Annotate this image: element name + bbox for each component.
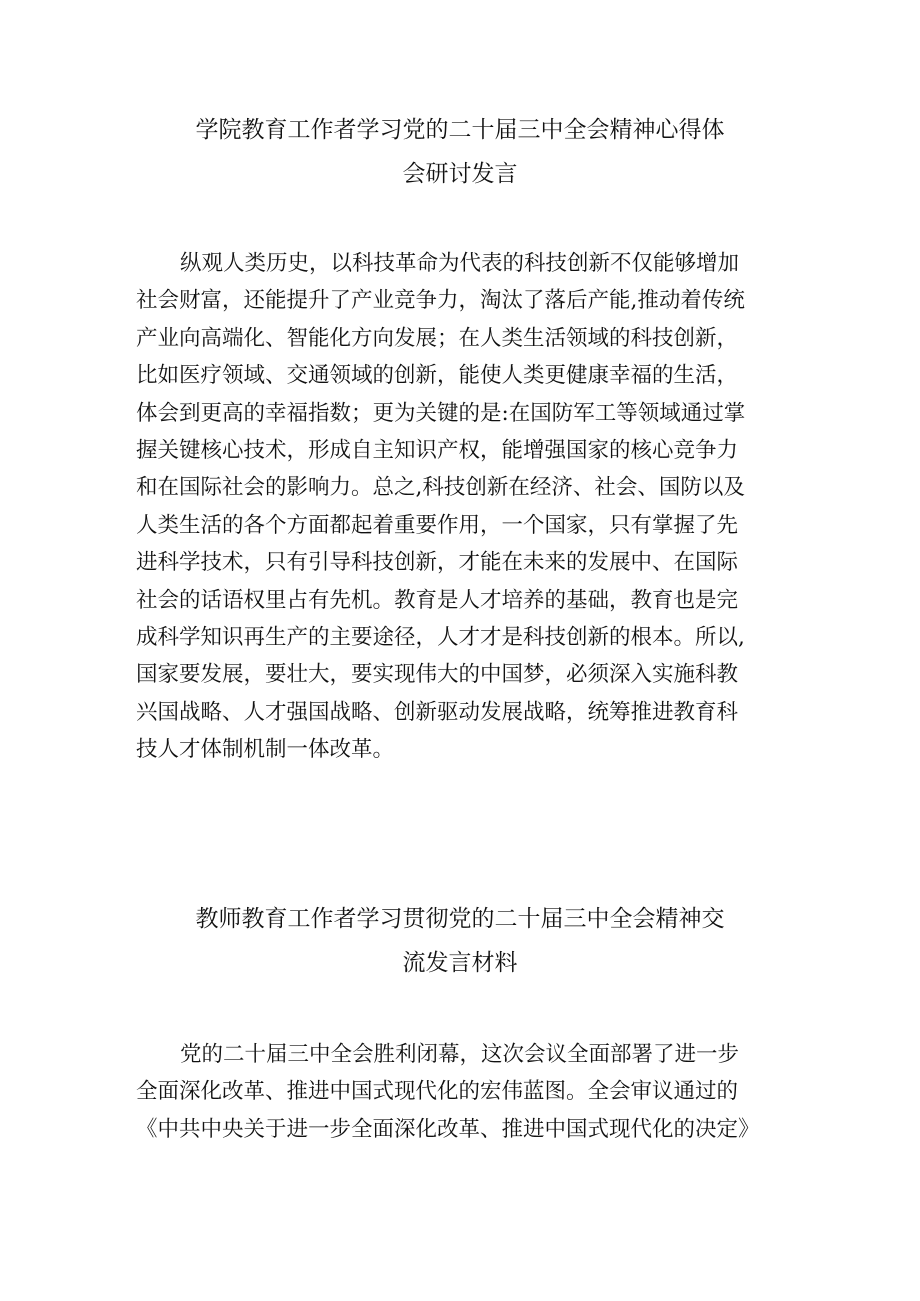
paragraph-line: 国家要发展，要壮大，要实现伟大的中国梦，必须深入实施科教 bbox=[136, 662, 739, 688]
paragraph-line: 体会到更高的幸福指数；更为关键的是:在国防军工等领域通过掌 bbox=[136, 400, 746, 426]
paragraph-line: 全面深化改革、推进中国式现代化的宏伟蓝图。全会审议通过的 bbox=[136, 1079, 739, 1105]
paragraph-line: 人类生活的各个方面都起着重要作用，一个国家，只有掌握了先 bbox=[136, 512, 739, 538]
paragraph-line: 技人才体制机制一体改革。 bbox=[136, 737, 395, 763]
paragraph-line: 比如医疗领域、交通领域的创新，能使人类更健康幸福的生活， bbox=[136, 363, 739, 389]
paragraph-line: 握关键核心技术，形成自主知识产权，能增强国家的核心竞争力 bbox=[136, 438, 739, 464]
section2-title-line: 教师教育工作者学习贯彻党的二十届三中全会精神交 bbox=[195, 906, 725, 932]
paragraph-line: 产业向高端化、智能化方向发展；在人类生活领域的科技创新， bbox=[136, 325, 739, 351]
paragraph-line: 《中共中央关于进一步全面深化改革、推进中国式现代化的决定》 bbox=[136, 1116, 760, 1142]
section2-title-line: 流发言材料 bbox=[402, 950, 518, 976]
paragraph-line: 社会的话语权里占有先机。教育是人才培养的基础，教育也是完 bbox=[136, 587, 739, 613]
section1-paragraph bbox=[136, 245, 792, 769]
paragraph-line: 进科学技术，只有引导科技创新，才能在未来的发展中、在国际 bbox=[136, 550, 739, 576]
section1-title-line: 会研讨发言 bbox=[402, 161, 518, 187]
paragraph-line: 成科学知识再生产的主要途径，人才才是科技创新的根本。所以, bbox=[136, 625, 745, 651]
paragraph-line: 党的二十届三中全会胜利闭幕，这次会议全面部署了进一步 bbox=[180, 1042, 740, 1067]
section1-title-line: 学院教育工作者学习党的二十届三中全会精神心得体 bbox=[195, 117, 725, 143]
section1-title bbox=[130, 108, 790, 196]
section2-title bbox=[130, 897, 790, 985]
paragraph-line: 社会财富，还能提升了产业竞争力，淘汰了落后产能,推动着传统 bbox=[136, 288, 745, 314]
section2-paragraph bbox=[136, 1036, 792, 1148]
paragraph-line: 兴国战略、人才强国战略、创新驱动发展战略，统筹推进教育科 bbox=[136, 699, 739, 725]
paragraph-line: 纵观人类历史，以科技革命为代表的科技创新不仅能够增加 bbox=[180, 251, 740, 276]
paragraph-line: 和在国际社会的影响力。总之,科技创新在经济、社会、国防以及 bbox=[136, 475, 745, 501]
